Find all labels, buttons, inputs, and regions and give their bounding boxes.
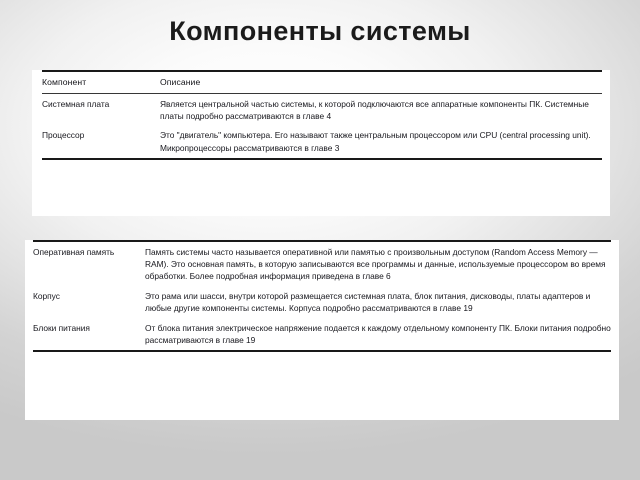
table-row xyxy=(42,126,602,158)
cell-component-name: Системная плата xyxy=(42,98,110,109)
cell-component-description: Память системы часто называется оперативной или памятью с произвольным доступом (Random Access Memory — RAM). Это основная память, в которую записываются все программы и данные, используемые процессором во время обработки. Более подробная информация приведена в главе 6 xyxy=(145,246,606,281)
table-header-row xyxy=(42,72,602,93)
cell-component-description: От блока питания электрическое напряжение подается к каждому отдельному компоненту ПК. Блоки питания подробно рассматриваются в главе 19 xyxy=(145,322,611,345)
column-header-description: Описание xyxy=(160,77,201,87)
page-title: Компоненты системы xyxy=(169,16,471,46)
table-row xyxy=(33,286,611,318)
components-table-part-1 xyxy=(32,70,610,160)
column-header-component: Компонент xyxy=(42,77,87,87)
table-image-top xyxy=(32,70,610,216)
table-row xyxy=(42,94,602,126)
components-table-part-2 xyxy=(25,240,619,352)
cell-component-name: Корпус xyxy=(33,290,60,301)
cell-component-name: Оперативная память xyxy=(33,246,115,257)
table-body xyxy=(42,94,602,158)
cell-component-description: Это рама или шасси, внутри которой размещается системная плата, блок питания, дисководы, платы адаптеров и любые другие компоненты системы. Корпуса подробно рассматриваются в главе 19 xyxy=(145,290,591,313)
cell-component-name: Процессор xyxy=(42,130,85,141)
table-grid xyxy=(42,72,602,93)
table-image-bottom xyxy=(25,240,619,420)
cell-component-description: Это "двигатель" компьютера. Его называют также центральным процессором или CPU (central processing unit). Микропроцессоры рассматриваются в главе 3 xyxy=(160,130,591,153)
table-body xyxy=(33,242,611,350)
cell-component-name: Блоки питания xyxy=(33,322,90,333)
table-row xyxy=(33,242,611,286)
table-bottom-rule xyxy=(42,158,602,160)
cell-component-description: Является центральной частью системы, к которой подключаются все аппаратные компоненты ПК. Системные платы подробно рассматриваются в главе 4 xyxy=(160,98,589,121)
table-bottom-rule xyxy=(33,350,611,352)
table-row xyxy=(33,318,611,350)
